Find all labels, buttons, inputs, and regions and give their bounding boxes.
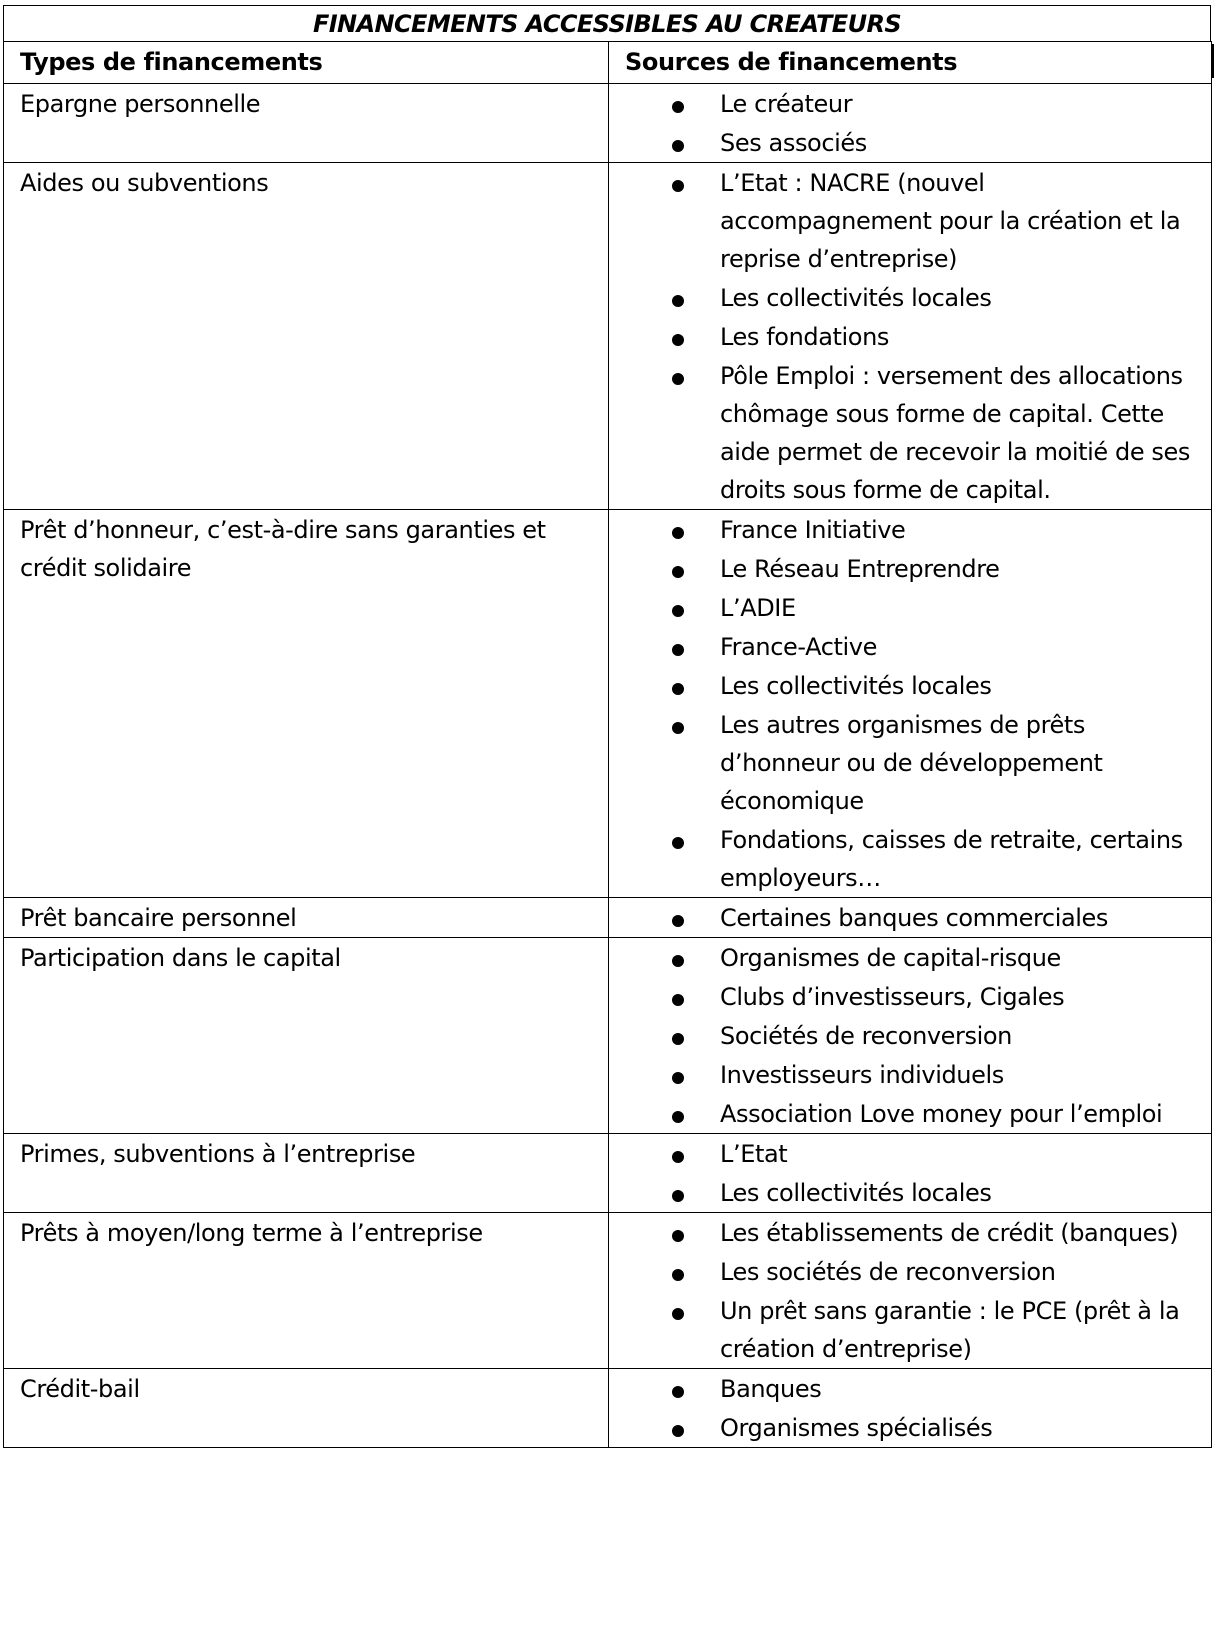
financing-sources-cell	[609, 510, 1212, 898]
table-row	[4, 510, 1212, 898]
source-list-item: Ses associés	[609, 124, 1203, 162]
source-list-item: Investisseurs individuels	[609, 1056, 1203, 1094]
financing-type-cell: Participation dans le capital	[4, 938, 609, 1134]
financing-sources-cell	[609, 898, 1212, 938]
source-list-item: Organismes spécialisés	[609, 1409, 1203, 1447]
sources-list	[609, 1135, 1203, 1212]
source-list-item: L’ADIE	[609, 589, 1203, 627]
sources-list	[609, 511, 1203, 897]
table-row	[4, 84, 1212, 163]
header-types: Types de financements	[4, 42, 609, 84]
financing-sources-cell	[609, 84, 1212, 163]
sources-list	[609, 939, 1203, 1133]
source-list-item: Pôle Emploi : versement des allocations chômage sous forme de capital. Cette aide permet de recevoir la moitié de ses droits sous forme de capital.	[609, 357, 1203, 509]
financing-type-cell: Aides ou subventions	[4, 163, 609, 510]
sources-list	[609, 164, 1203, 509]
financing-sources-cell	[609, 1213, 1212, 1369]
text-cursor-mark	[1212, 44, 1214, 78]
financing-sources-cell	[609, 938, 1212, 1134]
source-list-item: Organismes de capital-risque	[609, 939, 1203, 977]
source-list-item: France-Active	[609, 628, 1203, 666]
source-list-item: Les collectivités locales	[609, 279, 1203, 317]
sources-list	[609, 1370, 1203, 1447]
financing-type-cell: Epargne personnelle	[4, 84, 609, 163]
source-list-item: L’Etat	[609, 1135, 1203, 1173]
table-row	[4, 1213, 1212, 1369]
source-list-item: Certaines banques commerciales	[609, 899, 1203, 937]
financing-type-cell: Primes, subventions à l’entreprise	[4, 1134, 609, 1213]
source-list-item: Les autres organismes de prêts d’honneur ou de développement économique	[609, 706, 1203, 820]
source-list-item: Les collectivités locales	[609, 667, 1203, 705]
source-list-item: France Initiative	[609, 511, 1203, 549]
financing-sources-cell	[609, 1369, 1212, 1448]
financing-sources-cell	[609, 1134, 1212, 1213]
header-row	[4, 42, 1212, 84]
financing-type-cell: Crédit-bail	[4, 1369, 609, 1448]
source-list-item: Sociétés de reconversion	[609, 1017, 1203, 1055]
financing-type-cell: Prêt d’honneur, c’est-à-dire sans garanties et crédit solidaire	[4, 510, 609, 898]
source-list-item: Clubs d’investisseurs, Cigales	[609, 978, 1203, 1016]
table-row	[4, 898, 1212, 938]
source-list-item: L’Etat : NACRE (nouvel accompagnement pour la création et la reprise d’entreprise)	[609, 164, 1203, 278]
source-list-item: Un prêt sans garantie : le PCE (prêt à la création d’entreprise)	[609, 1292, 1203, 1368]
source-list-item: Le créateur	[609, 85, 1203, 123]
table-row	[4, 938, 1212, 1134]
table-row	[4, 163, 1212, 510]
table-title: FINANCEMENTS ACCESSIBLES AU CREATEURS	[3, 5, 1211, 41]
source-list-item: Le Réseau Entreprendre	[609, 550, 1203, 588]
financing-type-cell: Prêt bancaire personnel	[4, 898, 609, 938]
source-list-item: Banques	[609, 1370, 1203, 1408]
source-list-item: Les fondations	[609, 318, 1203, 356]
sources-list	[609, 1214, 1203, 1368]
source-list-item: Les sociétés de reconversion	[609, 1253, 1203, 1291]
source-list-item: Association Love money pour l’emploi	[609, 1095, 1203, 1133]
source-list-item: Les établissements de crédit (banques)	[609, 1214, 1203, 1252]
table-row	[4, 1369, 1212, 1448]
source-list-item: Les collectivités locales	[609, 1174, 1203, 1212]
table-row	[4, 1134, 1212, 1213]
header-sources: Sources de financements	[609, 42, 1212, 84]
sources-list	[609, 85, 1203, 162]
table-body	[4, 84, 1212, 1448]
financing-type-cell: Prêts à moyen/long terme à l’entreprise	[4, 1213, 609, 1369]
sources-list	[609, 899, 1203, 937]
financing-sources-cell	[609, 163, 1212, 510]
source-list-item: Fondations, caisses de retraite, certains employeurs…	[609, 821, 1203, 897]
financing-table	[3, 41, 1212, 1448]
